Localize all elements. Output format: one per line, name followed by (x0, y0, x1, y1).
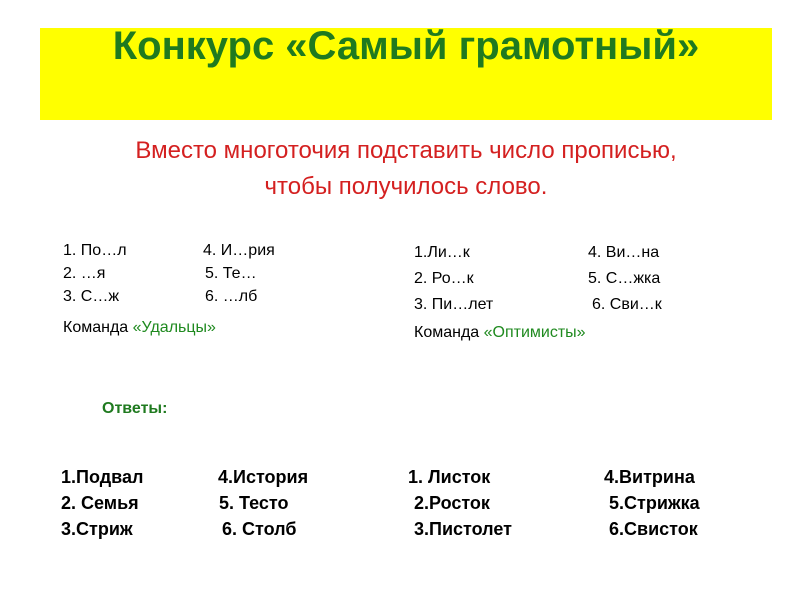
answers-team-1 (61, 464, 381, 542)
answer-item: 4.История (218, 467, 309, 487)
answer-row (61, 490, 381, 516)
answer-item: 2.Росток (414, 493, 490, 513)
task-item: 6. Сви…к (592, 296, 662, 313)
task-item: 6. …лб (205, 288, 258, 305)
answer-row (61, 516, 381, 542)
task-item: 3. Пи…лет (414, 296, 494, 313)
answer-item: 3.Стриж (61, 519, 133, 539)
task-item: 2. Ро…к (414, 270, 474, 287)
task-item: 4. И…рия (203, 242, 275, 259)
task-item: 4. Ви…на (588, 244, 660, 261)
team-name: «Оптимисты» (483, 324, 586, 341)
answer-item: 1.Подвал (61, 467, 144, 487)
task-item: 1. По…л (63, 242, 127, 259)
team-prefix: Команда (63, 319, 129, 336)
answer-item: 5. Тесто (219, 493, 289, 513)
task-item: 2. …я (63, 265, 106, 282)
answers-label: Ответы: (102, 400, 168, 417)
team-name: «Удальцы» (132, 319, 216, 336)
answer-item: 3.Пистолет (414, 519, 512, 539)
answer-row (408, 516, 768, 542)
answer-item: 5.Стрижка (609, 493, 700, 513)
answer-item: 2. Семья (61, 493, 139, 513)
task-item: 5. Те… (205, 265, 257, 282)
task-row (63, 285, 363, 308)
task-item: 3. С…ж (63, 288, 120, 305)
task-item: 5. С…жка (588, 270, 661, 287)
instructions-line-2: чтобы получилось слово. (264, 173, 548, 200)
task-team-2 (414, 240, 744, 346)
page-title: Конкурс «Самый грамотный» (112, 24, 700, 68)
task-row (414, 292, 744, 318)
task-row (63, 239, 363, 262)
answer-row (61, 464, 381, 490)
task-row (414, 240, 744, 266)
task-item: 1.Ли…к (414, 244, 470, 261)
team-prefix: Команда (414, 324, 480, 341)
task-row (63, 262, 363, 285)
team-label (63, 317, 363, 339)
answer-row (408, 490, 768, 516)
answers-team-2 (408, 464, 768, 542)
task-team-1 (63, 239, 363, 339)
instructions-line-1: Вместо многоточия подставить число прописью, (135, 137, 677, 164)
answer-row (408, 464, 768, 490)
answer-item: 1. Листок (408, 467, 491, 487)
answer-item: 6. Столб (222, 519, 297, 539)
answer-item: 6.Свисток (609, 519, 698, 539)
answer-item: 4.Витрина (604, 467, 695, 487)
team-label (414, 320, 744, 346)
instructions (40, 133, 772, 205)
task-row (414, 266, 744, 292)
